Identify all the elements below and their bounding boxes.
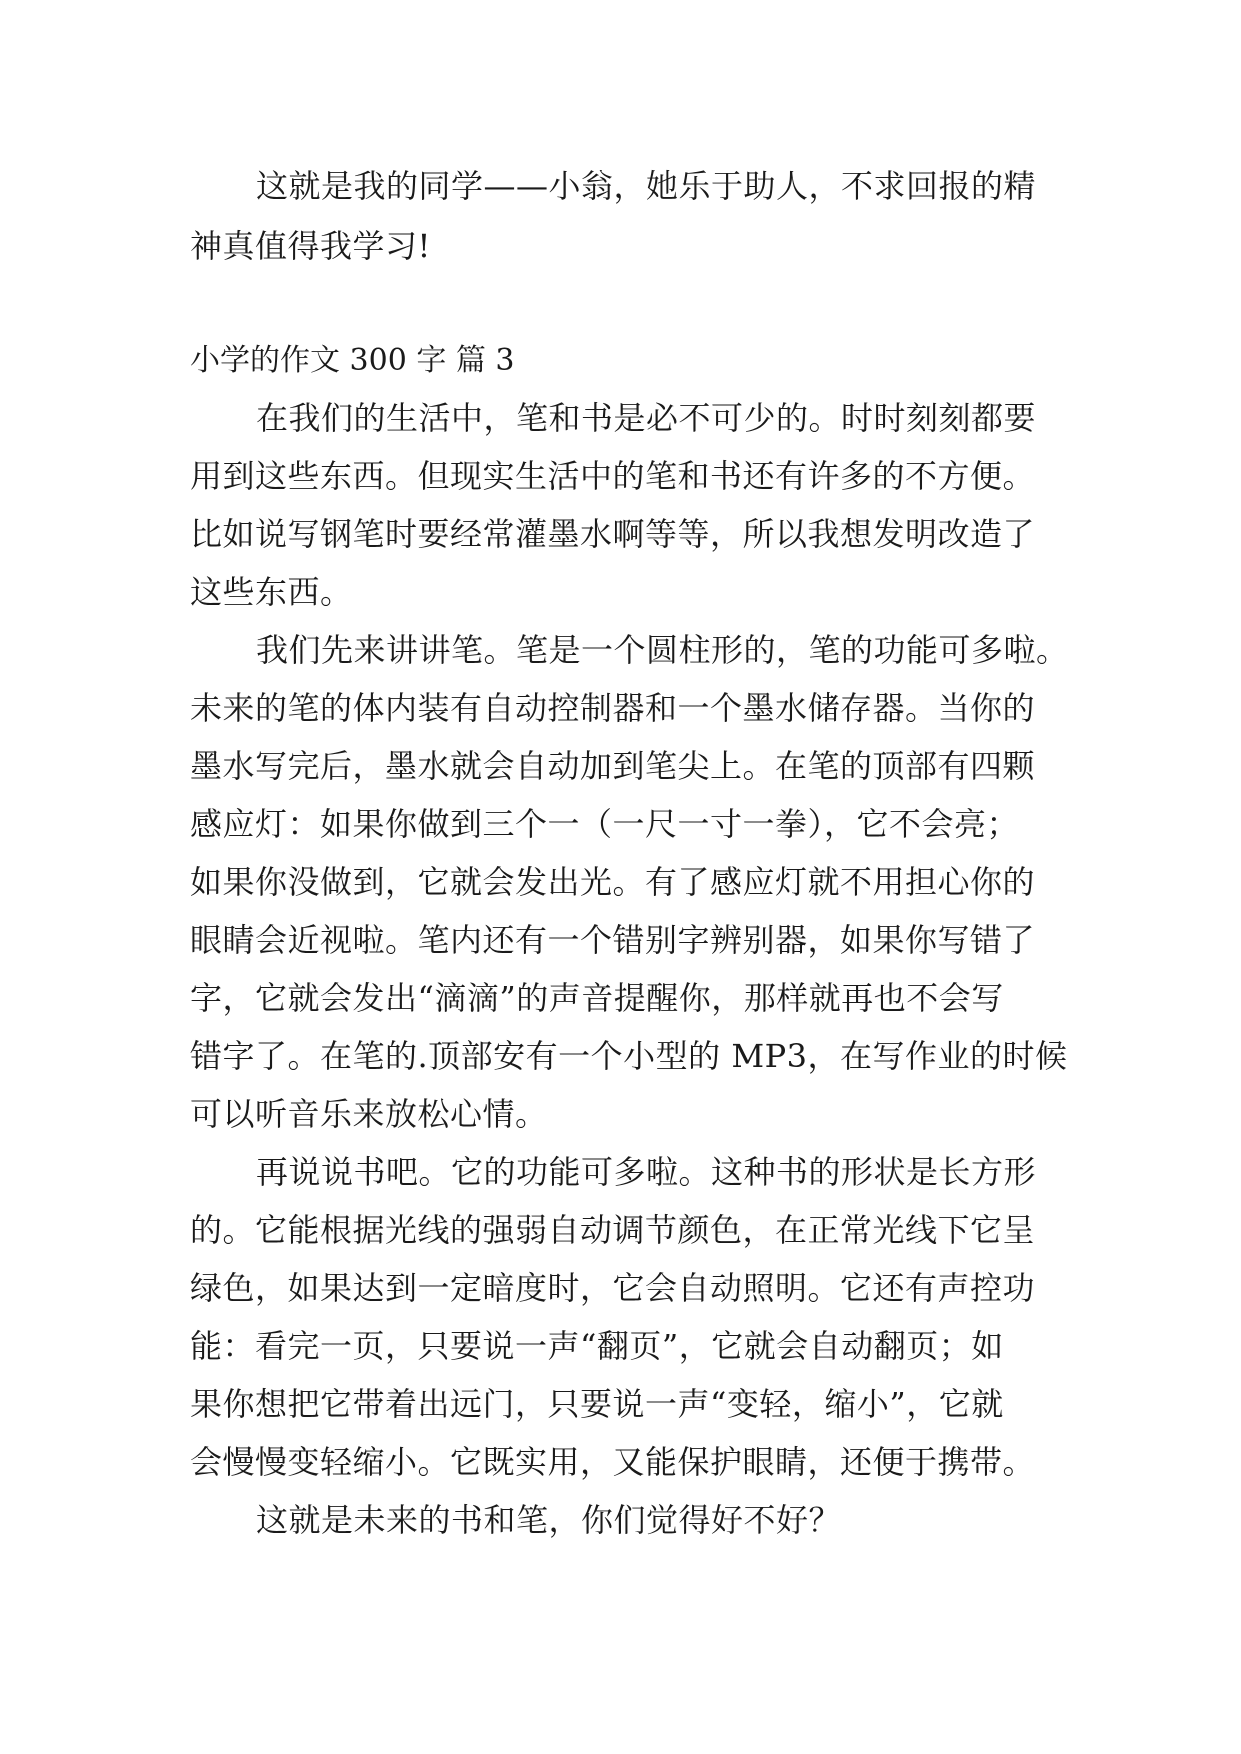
paragraph-line: 字，它就会发出“滴滴”的声音提醒你，那样就再也不会写 — [190, 979, 1004, 1017]
section-heading: 小学的作文 300 字 篇 3 — [190, 343, 515, 378]
paragraph-line: 这就是未来的书和笔，你们觉得好不好？ — [256, 1501, 842, 1539]
paragraph-line: 的。它能根据光线的强弱自动调节颜色，在正常光线下它呈 — [190, 1211, 1036, 1249]
paragraph-line: 这就是我的同学——小翁，她乐于助人，不求回报的精 — [256, 167, 1037, 205]
paragraph-line: 在我们的生活中，笔和书是必不可少的。时时刻刻都要 — [256, 399, 1037, 437]
paragraph-line: 错字了。在笔的.顶部安有一个小型的 MP3，在写作业的时候 — [190, 1037, 1068, 1075]
paragraph-line: 神真值得我学习! — [190, 227, 431, 265]
paragraph-line: 感应灯：如果你做到三个一（一尺一寸一拳），它不会亮； — [190, 805, 1020, 843]
paragraph-line: 这些东西。 — [190, 573, 353, 611]
paragraph-line: 可以听音乐来放松心情。 — [190, 1095, 548, 1133]
paragraph-line: 绿色，如果达到一定暗度时，它会自动照明。它还有声控功 — [190, 1269, 1036, 1307]
paragraph-line: 能：看完一页，只要说一声“翻页”，它就会自动翻页；如 — [190, 1327, 1004, 1365]
paragraph-line: 会慢慢变轻缩小。它既实用，又能保护眼睛，还便于携带。 — [190, 1443, 1036, 1481]
paragraph-line: 果你想把它带着出远门，只要说一声“变轻，缩小”，它就 — [190, 1385, 1004, 1423]
paragraph-line: 再说说书吧。它的功能可多啦。这种书的形状是长方形 — [256, 1153, 1037, 1191]
paragraph-line: 如果你没做到，它就会发出光。有了感应灯就不用担心你的 — [190, 863, 1036, 901]
paragraph-line: 比如说写钢笔时要经常灌墨水啊等等，所以我想发明改造了 — [190, 515, 1036, 553]
paragraph-line: 我们先来讲讲笔。笔是一个圆柱形的，笔的功能可多啦。 — [256, 631, 1069, 669]
paragraph-line: 墨水写完后，墨水就会自动加到笔尖上。在笔的顶部有四颗 — [190, 747, 1036, 785]
paragraph-line: 未来的笔的体内装有自动控制器和一个墨水储存器。当你的 — [190, 689, 1036, 727]
paragraph-line: 眼睛会近视啦。笔内还有一个错别字辨别器，如果你写错了 — [190, 921, 1036, 959]
paragraph-line: 用到这些东西。但现实生活中的笔和书还有许多的不方便。 — [190, 457, 1036, 495]
